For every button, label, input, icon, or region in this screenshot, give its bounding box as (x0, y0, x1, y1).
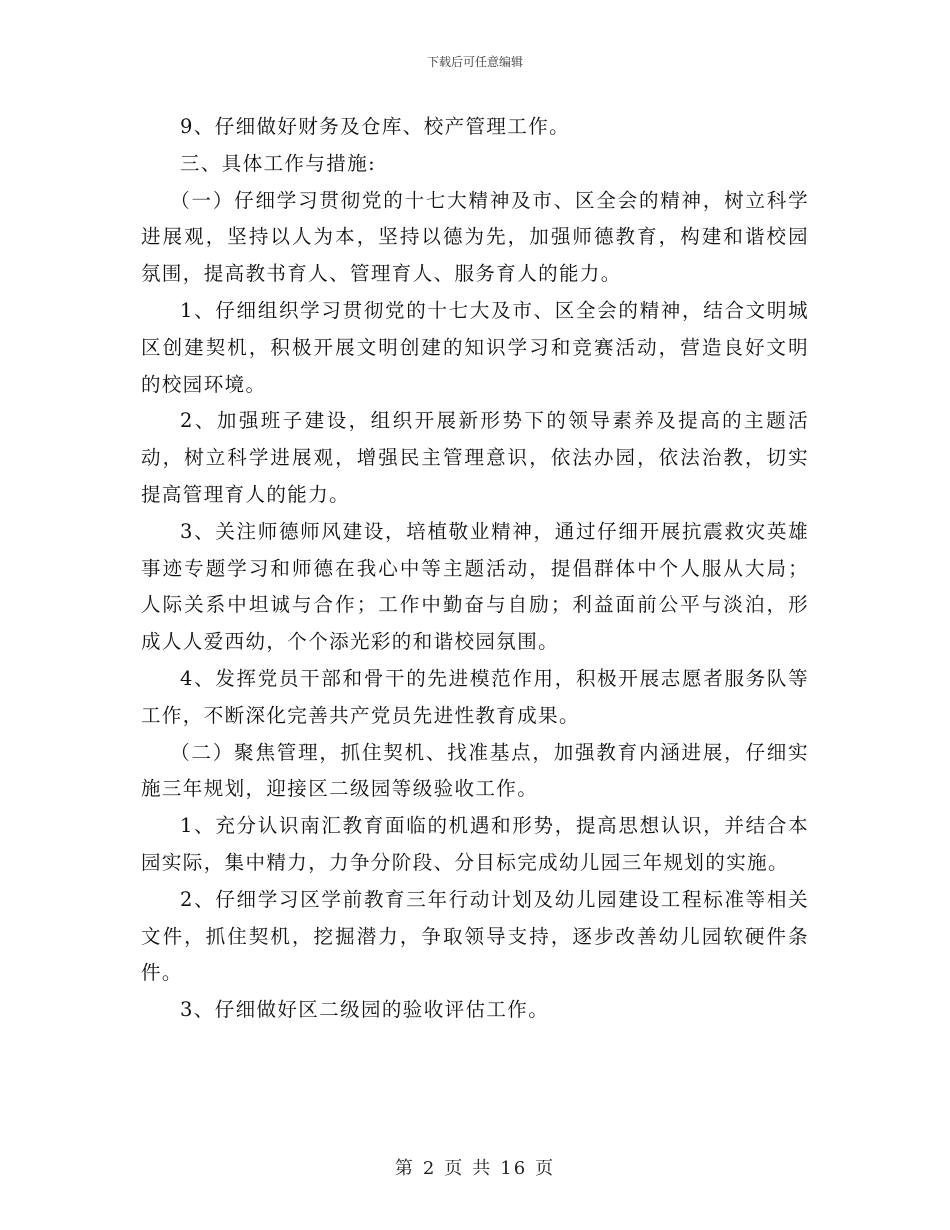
paragraph-1-2: 2、加强班子建设，组织开展新形势下的领导素养及提高的主题活动，树立科学进展观，增强民主管理意识，依法办园，依法治教，切实提高管理育人的能力。 (141, 409, 809, 506)
section-heading-3: 三、具体工作与措施: (180, 151, 377, 175)
page-header (0, 53, 950, 70)
total-page-count: 16 (500, 1158, 528, 1179)
paragraph-1-4: 4、发挥党员干部和骨干的先进模范作用，积极开展志愿者服务队等工作，不断深化完善共产党员先进性教育成果。 (141, 666, 809, 727)
paragraph-2-3: 3、仔细做好区二级园的验收评估工作。 (180, 998, 550, 1022)
paragraph-2-2: 2、仔细学习区学前教育三年行动计划及幼儿园建设工程标准等相关文件，抓住契机，挖掘潜力，争取领导支持，逐步改善幼儿园软硬件条件。 (141, 887, 809, 985)
footer-prefix: 第 (394, 1158, 415, 1179)
subsection-heading-1: （一）仔细学习贯彻党的十七大精神及市、区全会的精神，树立科学进展观，坚持以人为本，坚持以德为先，加强师德教育，构建和谐校园氛围，提高教书育人、管理育人、服务育人的能力。 (141, 188, 809, 286)
document-body (141, 109, 809, 1029)
paragraph-1-1: 1、仔细组织学习贯彻党的十七大及市、区全会的精神，结合文明城区创建契机，积极开展文明创建的知识学习和竞赛活动，营造良好文明的校园环境。 (141, 298, 809, 396)
footer-total-unit: 页 (535, 1158, 556, 1179)
paragraph-item-9: 9、仔细做好财务及仓库、校产管理工作。 (180, 115, 571, 138)
footer-page-unit: 页 (444, 1158, 465, 1179)
header-note: 下载后可任意编辑 (426, 55, 523, 69)
paragraph-2-1: 1、充分认识南汇教育面临的机遇和形势，提高思想认识，并结合本园实际，集中精力，力争分阶段、分目标完成幼儿园三年规划的实施。 (141, 814, 809, 874)
paragraph-1-3: 3、关注师德师风建设，培植敬业精神，通过仔细开展抗震救灾英雄事迹专题学习和师德在我心中等主题活动，提倡群体中个人服从大局；人际关系中坦诚与合作；工作中勤奋与自励；利益面前公平与淡泊，形成人人爱西幼，个个添光彩的和谐校园氛围。 (141, 519, 809, 654)
footer-total-label: 共 (472, 1158, 493, 1179)
current-page-number: 2 (422, 1158, 437, 1179)
page-footer (0, 1154, 950, 1180)
subsection-heading-2: （二）聚焦管理，抓住契机、找准基点，加强教育内涵进展，仔细实施三年规划，迎接区二级园等级验收工作。 (141, 740, 809, 801)
